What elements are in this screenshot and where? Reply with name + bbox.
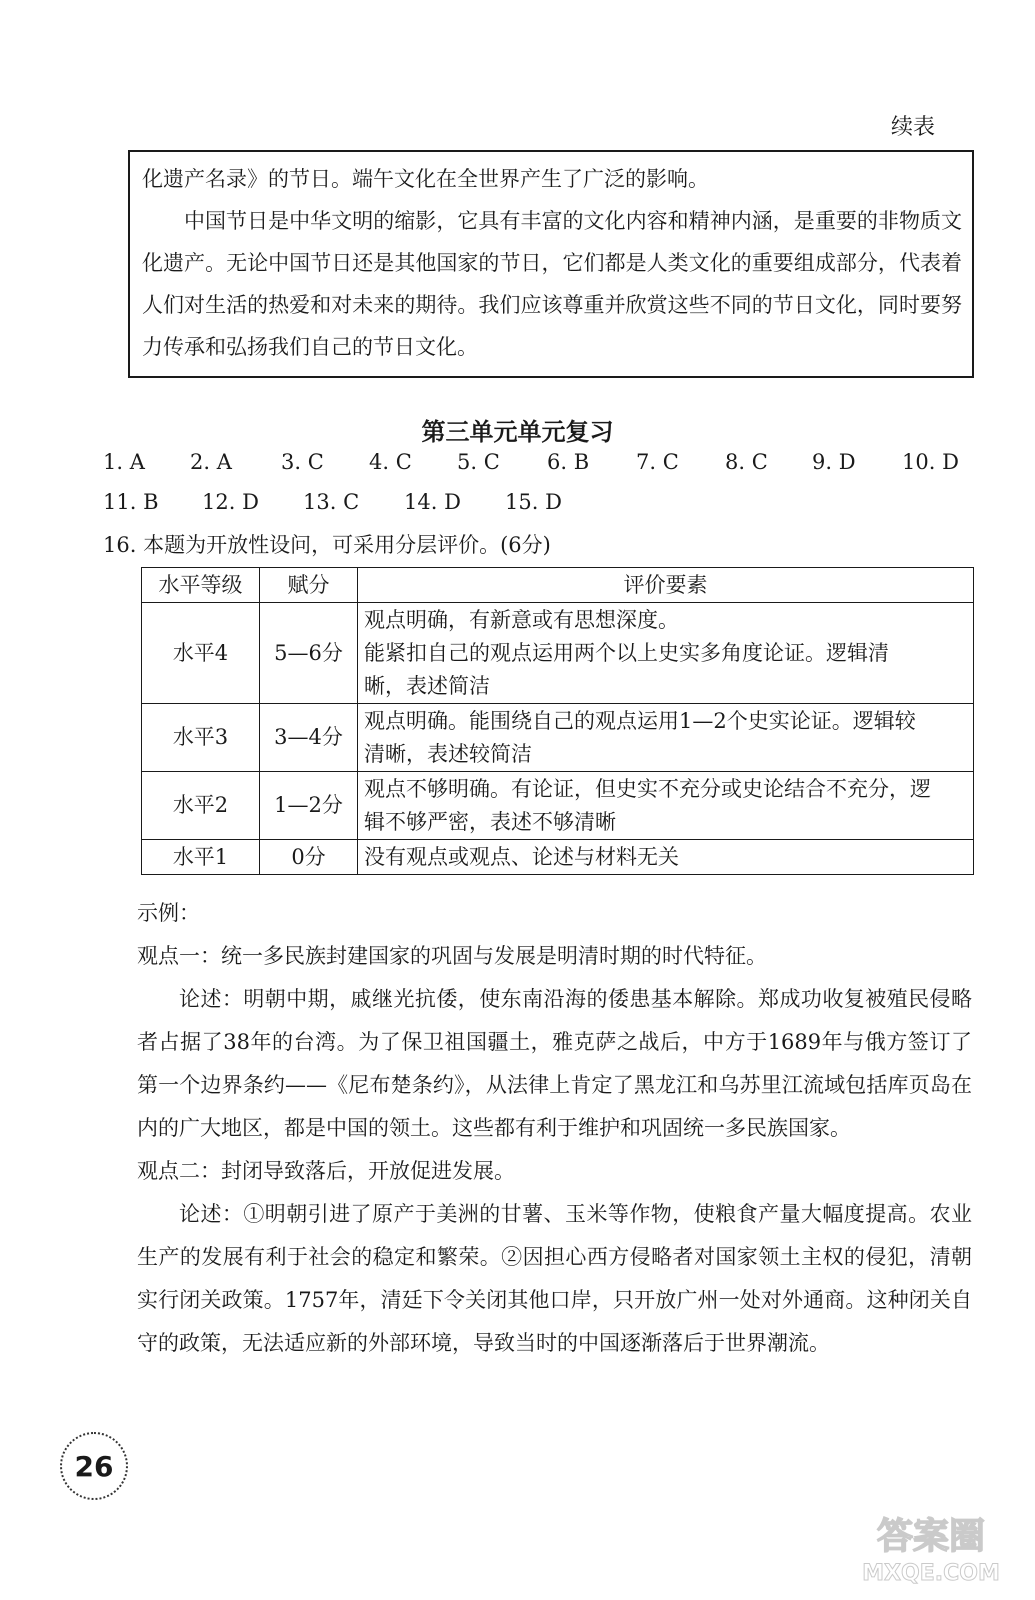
criteria-line: 观点明确。能围绕自己的观点运用1—2个史实论证。逻辑较 <box>364 708 916 733</box>
answer-item: 2. A <box>190 450 232 474</box>
watermark-url: MXQE.COM <box>862 1561 1000 1586</box>
table-row <box>142 704 974 772</box>
score-cell: 3—4分 <box>260 704 358 772</box>
answer-item: 6. B <box>547 450 590 474</box>
header-score: 赋分 <box>260 568 358 603</box>
criteria-line: 清晰，表述较简洁 <box>364 741 532 766</box>
continued-table-box <box>128 150 974 378</box>
level-cell: 水平4 <box>142 603 260 704</box>
criteria-line: 观点不够明确。有论证，但史实不充分或史论结合不充分，逻 <box>364 776 931 801</box>
header-level: 水平等级 <box>142 568 260 603</box>
criteria-line: 观点明确，有新意或有思想深度。 <box>364 607 679 632</box>
answer-item: 8. C <box>725 450 768 474</box>
viewpoint-2: 观点二：封闭导致落后，开放促进发展。 <box>137 1159 515 1183</box>
score-cell: 0分 <box>260 840 358 875</box>
watermark-text: 答案圈 <box>876 1516 986 1557</box>
criteria-line: 没有观点或观点、论述与材料无关 <box>364 844 679 869</box>
criteria-cell <box>358 603 974 704</box>
table-row <box>142 772 974 840</box>
answer-item: 3. C <box>281 450 324 474</box>
example-section <box>137 892 972 1365</box>
criteria-line: 辑不够严密，表述不够清晰 <box>364 809 616 834</box>
answer-item: 14. D <box>404 490 461 514</box>
criteria-cell <box>358 704 974 772</box>
level-cell: 水平1 <box>142 840 260 875</box>
answer-item: 10. D <box>902 450 959 474</box>
score-cell: 1—2分 <box>260 772 358 840</box>
section-title: 第三单元单元复习 <box>421 418 614 446</box>
criteria-line: 晰，表述简洁 <box>364 673 490 698</box>
answer-item: 15. D <box>505 490 562 514</box>
box-paragraph-1: 化遗产名录》的节日。端午文化在全世界产生了广泛的影响。 <box>142 167 709 191</box>
criteria-cell <box>358 772 974 840</box>
answer-item: 12. D <box>202 490 259 514</box>
watermark-logo <box>841 1510 1021 1588</box>
argument-2: 论述：①明朝引进了原产于美洲的甘薯、玉米等作物，使粮食产量大幅度提高。农业生产的发展有利于社会的稳定和繁荣。②因担心西方侵略者对国家领土主权的侵犯，清朝实行闭关政策。1757年，清廷下令关闭其他口岸，只开放广州一处对外通商。这种闭关自守的政策，无法适应新的外部环境，导致当时的中国逐渐落后于世界潮流。 <box>137 1202 972 1355</box>
criteria-line: 能紧扣自己的观点运用两个以上史实多角度论证。逻辑清 <box>364 640 889 665</box>
argument-1: 论述：明朝中期，戚继光抗倭，使东南沿海的倭患基本解除。郑成功收复被殖民侵略者占据了38年的台湾。为了保卫祖国疆土，雅克萨之战后，中方于1689年与俄方签订了第一个边界条约——《尼布楚条约》，从法律上肯定了黑龙江和乌苏里江流域包括库页岛在内的广大地区，都是中国的领土。这些都有利于维护和巩固统一多民族国家。 <box>137 987 972 1140</box>
table-header-row <box>142 568 974 603</box>
rubric-table <box>141 567 974 875</box>
header-criteria: 评价要素 <box>358 568 974 603</box>
answer-item: 7. C <box>636 450 679 474</box>
criteria-cell <box>358 840 974 875</box>
answer-item: 5. C <box>457 450 500 474</box>
continued-label: 续表 <box>890 115 935 140</box>
viewpoint-1: 观点一：统一多民族封建国家的巩固与发展是明清时期的时代特征。 <box>137 944 767 968</box>
answer-item: 9. D <box>812 450 856 474</box>
box-paragraph-2: 中国节日是中华文明的缩影，它具有丰富的文化内容和精神内涵，是重要的非物质文化遗产。无论中国节日还是其他国家的节日，它们都是人类文化的重要组成部分，代表着人们对生活的热爱和对未来的期待。我们应该尊重并欣赏这些不同的节日文化，同时要努力传承和弘扬我们自己的节日文化。 <box>142 209 962 359</box>
question-16: 16. 本题为开放性设问，可采用分层评价。(6分) <box>103 533 551 557</box>
answer-item: 13. C <box>303 490 360 514</box>
page-number: 26 <box>60 1432 128 1500</box>
table-row <box>142 603 974 704</box>
answer-item: 4. C <box>369 450 412 474</box>
level-cell: 水平2 <box>142 772 260 840</box>
answer-item: 1. A <box>103 450 145 474</box>
answer-item: 11. B <box>103 490 159 514</box>
example-label: 示例： <box>137 901 200 925</box>
table-row <box>142 840 974 875</box>
score-cell: 5—6分 <box>260 603 358 704</box>
level-cell: 水平3 <box>142 704 260 772</box>
